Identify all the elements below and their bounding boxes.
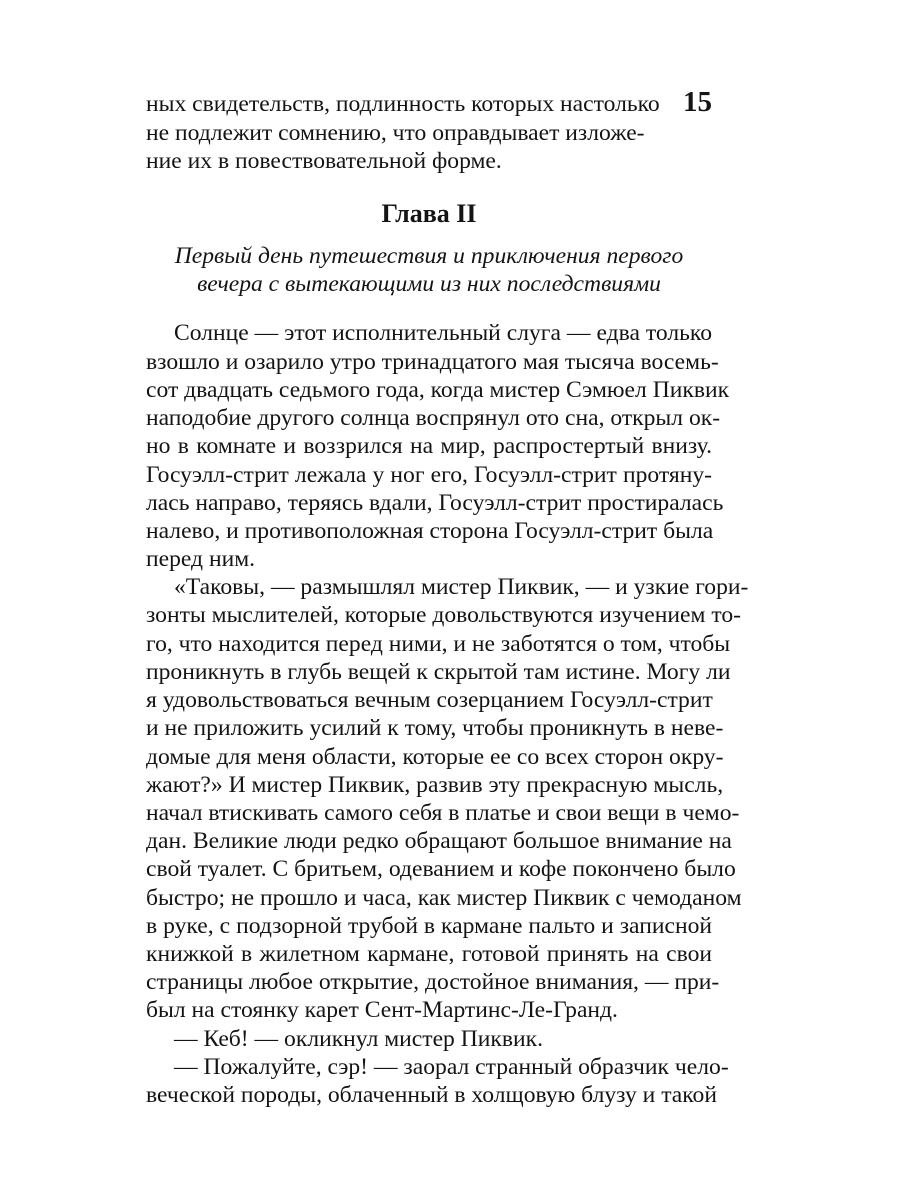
text-line: веческой породы, облаченный в холщовую блузу и такой xyxy=(146,1082,717,1108)
chapter-title: Глава II xyxy=(381,199,477,228)
text-line: был на стоянку карет Сент-Мартинс-Ле-Гранд. xyxy=(146,997,618,1023)
text-line: быстро; не прошло и часа, как мистер Пиквик с чемоданом xyxy=(146,885,742,911)
text-line: лась направо, теряясь вдали, Госуэлл-стрит простиралась xyxy=(146,490,724,516)
text-line: налево, и противоположная сторона Госуэлл-стрит была xyxy=(146,518,714,544)
text-line: наподобие другого солнца воспрянул ото сна, открыл ок- xyxy=(146,405,721,431)
text-line: ние их в повествовательной форме. xyxy=(146,148,502,174)
chapter-subtitle-line: вечера с вытекающими из них последствиями xyxy=(197,271,661,297)
text-line: го, что находится перед ними, и не заботятся о том, чтобы xyxy=(146,631,731,657)
text-line: дан. Великие люди редко обращают большое внимание на xyxy=(146,828,732,854)
text-line: перед ним. xyxy=(146,546,256,572)
text-line: ных свидетельств, подлинность которых настолько xyxy=(146,91,660,117)
text-line: я удовольствоваться вечным созерцанием Госуэлл-стрит xyxy=(146,687,713,713)
text-line: начал втискивать самого себя в платье и свои вещи в чемо- xyxy=(146,800,740,826)
text-line: домые для меня области, которые ее со всех сторон окру- xyxy=(146,744,724,770)
text-line: не подлежит сомнению, что оправдывает изложе- xyxy=(146,120,645,146)
text-line: страницы любое открытие, достойное внимания, — при- xyxy=(146,969,720,995)
text-line: жают?» И мистер Пиквик, развив эту прекрасную мысль, xyxy=(146,772,724,798)
text-line: — Кеб! — окликнул мистер Пиквик. xyxy=(174,1026,543,1052)
text-line: — Пожалуйте, сэр! — заорал странный образчик чело- xyxy=(174,1054,729,1080)
text-line: в руке, с подзорной трубой в кармане пальто и записной xyxy=(146,913,712,939)
text-line: проникнуть в глубь вещей к скрытой там истине. Могу ли xyxy=(146,659,731,685)
text-line: Солнце — этот исполнительный слуга — едва только xyxy=(174,320,712,346)
text-line: взошло и озарило утро тринадцатого мая тысяча восемь- xyxy=(146,349,719,375)
chapter-subtitle-line: Первый день путешествия и приключения первого xyxy=(174,243,684,269)
text-line: сот двадцать седьмого года, когда мистер Сэмюел Пиквик xyxy=(146,377,730,403)
text-line: зонты мыслителей, которые довольствуются изучением то- xyxy=(146,602,741,628)
text-line: Госуэлл-стрит лежала у ног его, Госуэлл-стрит протяну- xyxy=(146,462,712,488)
text-line: свой туалет. С бритьем, одеванием и кофе покончено было xyxy=(146,856,736,882)
text-line: «Таковы, — размышлял мистер Пиквик, — и узкие гори- xyxy=(174,574,749,600)
text-line: и не приложить усилий к тому, чтобы проникнуть в неве- xyxy=(146,715,724,741)
text-line: но в комнате и воззрился на мир, распростертый внизу. xyxy=(146,433,712,459)
page-number: 15 xyxy=(683,86,712,118)
text-line: книжкой в жилетном кармане, готовой принять на свои xyxy=(146,941,712,967)
